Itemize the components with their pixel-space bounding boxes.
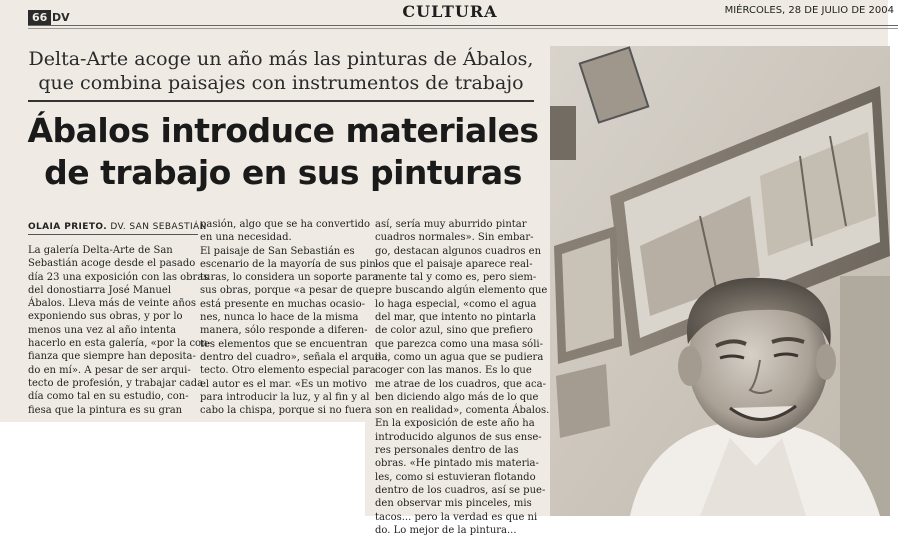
article-headline	[22, 110, 544, 194]
article-text-line: los que el paisaje aparece real-	[375, 258, 533, 270]
article-text-line: para introducir la luz, y al fin y al	[200, 391, 370, 403]
article-text-line: lo haga especial, «como el agua	[375, 298, 537, 310]
byline	[28, 222, 207, 232]
article-text-line: dentro del cuadro», señala el arqui-	[200, 351, 382, 363]
article-text-line: exponiendo sus obras, y por lo	[28, 311, 183, 323]
article-text-line: sus obras, porque «a pesar de que	[200, 285, 375, 297]
article-text-line: mente tal y como es, pero siem-	[375, 272, 537, 284]
article-text-line: fianza que siempre han deposita-	[28, 351, 196, 363]
article-text-line: manera, sólo responde a diferen-	[200, 325, 368, 337]
article-text-line: turas, lo considera un soporte para	[200, 272, 379, 284]
article-text-line: Sebastián acoge desde el pasado	[28, 258, 196, 270]
article-text-line: tes elementos que se encuentran	[200, 338, 368, 350]
article-text-line: dentro de los cuadros, así se pue-	[375, 484, 546, 496]
article-text-line: escenario de la mayoría de sus pin-	[200, 258, 380, 270]
article-text-line: nes, nunca lo hace de la misma	[200, 312, 359, 324]
article-text-line: introducido algunos de sus ense-	[375, 431, 542, 443]
article-text-line: así, sería muy aburrido pintar	[375, 219, 527, 230]
article-text-line: del mar, que intento no pintarla	[375, 312, 536, 324]
article-column-2	[200, 218, 382, 417]
article-text-line: que parezca como una masa sóli-	[375, 338, 543, 350]
subtitle-line-1: Delta-Arte acoge un año más las pinturas de Ábalos,	[28, 48, 534, 70]
article-text-line: ben diciendo algo más de lo que	[375, 391, 539, 403]
article-text-line: obras. «He pintado mis materia-	[375, 458, 539, 470]
headline-line-1: Ábalos introduce materiales	[27, 111, 539, 150]
article-text-line: fiesa que la pintura es su gran	[28, 404, 183, 416]
article-text-line: tecto. Otro elemento especial para	[200, 365, 376, 377]
page-number: 66	[28, 10, 51, 26]
header-rule-secondary	[28, 28, 898, 29]
article-text-line: den observar mis pinceles, mis	[375, 498, 532, 510]
article-text-line: día como tal en su estudio, con-	[28, 391, 189, 403]
article-text-line: do. Lo mejor de la pintura...	[375, 524, 517, 536]
article-text-line: cabo la chispa, porque si no fuera	[200, 405, 372, 417]
article-text-line: tacos... pero la verdad es que ni	[375, 511, 538, 523]
article-text-line: hacerlo en esta galería, «por la con-	[28, 338, 211, 350]
scan-margin	[0, 422, 365, 516]
section-title: CULTURA	[402, 2, 498, 21]
article-text-line: do en mí». A pesar de ser arqui-	[28, 364, 191, 376]
article-text-line: me atrae de los cuadros, que aca-	[375, 378, 546, 390]
header-rule	[28, 25, 898, 26]
article-text-line: día 23 una exposición con las obras	[28, 271, 209, 283]
article-text-line: del donostiarra José Manuel	[28, 284, 172, 296]
byline-rule	[28, 234, 198, 235]
article-text-line: Ábalos. Lleva más de veinte años	[28, 298, 196, 310]
byline-place: DV. SAN SEBASTIÁN	[110, 222, 207, 232]
article-text-line: coger con las manos. Es lo que	[375, 365, 532, 377]
article-text-line: pre buscando algún elemento que	[375, 285, 548, 297]
artist-photo	[550, 46, 890, 516]
article-text-line: son en realidad», comenta Ábalos.	[375, 405, 550, 417]
article-text-line: de color azul, sino que prefiero	[375, 325, 533, 337]
photo-image	[550, 46, 890, 516]
issue-date: MIÉRCOLES, 28 DE JULIO DE 2004	[724, 5, 894, 16]
article-text-line: go, destacan algunos cuadros en	[375, 245, 542, 257]
article-text-line: La galería Delta-Arte de San	[28, 245, 173, 256]
subtitle-line-2: que combina paisajes con instrumentos de trabajo	[38, 72, 524, 94]
article-text-line: les, como si estuvieran flotando	[375, 471, 536, 483]
section-tag: DV	[52, 11, 70, 24]
article-text-line: pasión, algo que se ha convertido	[200, 219, 371, 230]
article-subtitle	[28, 47, 534, 95]
headline-line-2: de trabajo en sus pinturas	[44, 153, 522, 192]
subtitle-rule	[28, 100, 534, 102]
article-text-line: res personales dentro de las	[375, 445, 519, 457]
article-text-line: En la exposición de este año ha	[375, 418, 535, 430]
article-text-line: cuadros normales». Sin embar-	[375, 232, 534, 244]
byline-author: OLAIA PRIETO.	[28, 222, 108, 232]
article-column-3	[375, 218, 550, 537]
article-text-line: da, como un agua que se pudiera	[375, 351, 544, 363]
article-text-line: el autor es el mar. «Es un motivo	[200, 378, 367, 390]
article-text-line: El paisaje de San Sebastián es	[200, 245, 355, 257]
article-text-line: menos una vez al año intenta	[28, 324, 177, 336]
article-column-1	[28, 244, 211, 417]
article-text-line: está presente en muchas ocasio-	[200, 298, 365, 310]
article-text-line: en una necesidad.	[200, 232, 292, 244]
article-text-line: tecto de profesión, y trabajar cada	[28, 377, 204, 389]
